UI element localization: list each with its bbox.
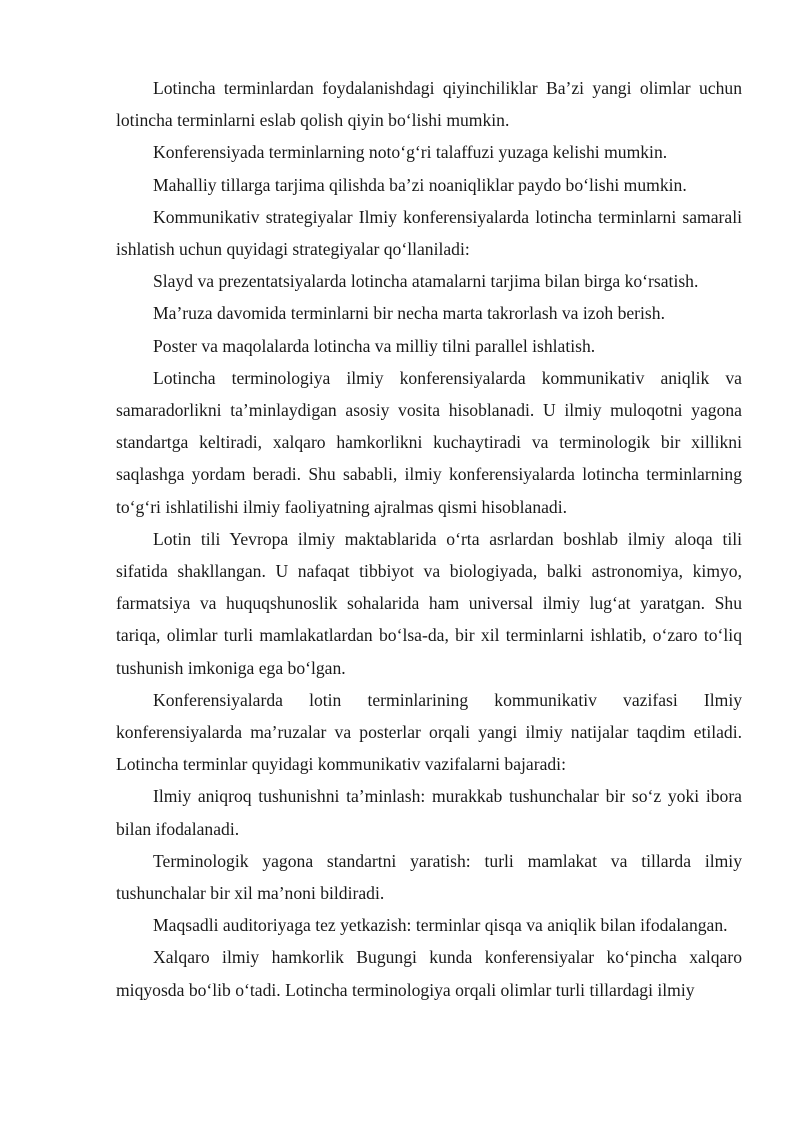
paragraph-standard: Terminologik yagona standartni yaratish: turli mamlakat va tillarda ilmiy tushunchalar bir xil ma’noni bildiradi. (116, 850, 742, 904)
paragraph-terminology-role: Lotincha terminologiya ilmiy konferensiyalarda kommunikativ aniqlik va samaradorlikni ta’minlaydigan asosiy vosita hisoblanadi. U ilmiy muloqotni yagona standartga keltiradi, xalqaro hamkorlikni kuchaytiradi va terminologik bir xillikni saqlashga yordam beradi. Shu sababli, ilmiy konferensiyalarda lotincha terminlarning to‘g‘ri ishlatilishi ilmiy faoliyatning ajralmas qismi hisoblanadi. (116, 367, 742, 517)
paragraph-latin-history: Lotin tili Yevropa ilmiy maktablarida o‘rta asrlardan boshlab ilmiy aloqa tili sifatida shakllangan. U nafaqat tibbiyot va biologiyada, balki astronomiya, kimyo, farmatsiya va huquqshunoslik sohalarida ham universal ilmiy lug‘at yaratgan. Shu tariqa, olimlar turli mamlakatlardan bo‘lsa-da, bir xil terminlarni ishlatib, o‘zaro to‘liq tushunish imkoniga ega bo‘lgan. (116, 528, 742, 678)
paragraph-difficulties: Lotincha terminlardan foydalanishdagi qiyinchiliklar Ba’zi yangi olimlar uchun lotincha terminlarni eslab qolish qiyin bo‘lishi mumkin. (116, 78, 742, 131)
paragraph-precision: Ilmiy aniqroq tushunishni ta’minlash: murakkab tushunchalar bir so‘z yoki ibora bilan ifodalanadi. (116, 786, 742, 839)
paragraph-audience: Maqsadli auditoriyaga tez yetkazish: terminlar qisqa va aniqlik bilan ifodalangan. (153, 915, 728, 936)
document-body (116, 72, 742, 1006)
paragraph-communicative-strategies: Kommunikativ strategiyalar Ilmiy konferensiyalarda lotincha terminlarni samarali ishlatish uchun quyidagi strategiyalar qo‘llaniladi: (116, 206, 742, 260)
paragraph-communicative-function: Konferensiyalarda lotin terminlarining kommunikativ vazifasi Ilmiy konferensiyalarda ma’ruzalar va posterlar orqali yangi ilmiy natijalar taqdim etiladi. Lotincha terminlar quyidagi kommunikativ vazifalarni bajaradi: (116, 689, 742, 775)
paragraph-international-cooperation: Xalqaro ilmiy hamkorlik Bugungi kunda konferensiyalar ko‘pincha xalqaro miqyosda bo‘lib o‘tadi. Lotincha terminologiya orqali olimlar turli tillardagi ilmiy (116, 947, 742, 1000)
paragraph-slides: Slayd va prezentatsiyalarda lotincha atamalarni tarjima bilan birga ko‘rsatish. (153, 271, 699, 292)
paragraph-pronunciation: Konferensiyada terminlarning noto‘g‘ri talaffuzi yuzaga kelishi mumkin. (153, 142, 668, 163)
paragraph-translation-issues: Mahalliy tillarga tarjima qilishda ba’zi noaniqliklar paydo bo‘lishi mumkin. (153, 174, 687, 195)
paragraph-posters: Poster va maqolalarda lotincha va milliy tilni parallel ishlatish. (153, 335, 596, 356)
paragraph-repetition: Ma’ruza davomida terminlarni bir necha marta takrorlash va izoh berish. (153, 303, 665, 324)
